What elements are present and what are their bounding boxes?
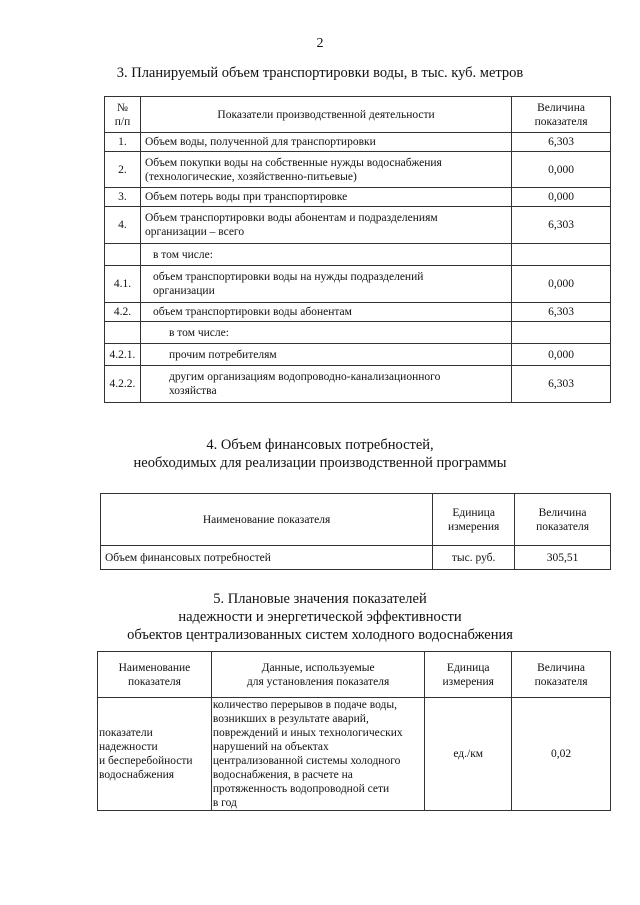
section-4-title bbox=[0, 436, 640, 472]
row-data-line: водоснабжения, в расчете на bbox=[212, 769, 353, 781]
row-name-line: в том числе: bbox=[152, 248, 213, 261]
row-name-line: объем транспортировки воды на нужды подразделений bbox=[152, 271, 424, 283]
row-name-line: (технологические, хозяйственно-питьевые) bbox=[144, 170, 357, 183]
table-row bbox=[98, 698, 611, 811]
table-header-row bbox=[101, 494, 611, 546]
row-value: 6,303 bbox=[512, 207, 611, 244]
row-data-line: повреждений и иных технологических bbox=[212, 727, 403, 739]
row-num: 4.1. bbox=[105, 266, 141, 303]
row-num: 4.2. bbox=[105, 303, 141, 322]
row-name-line: показатели bbox=[99, 727, 153, 739]
row-value: 6,303 bbox=[512, 303, 611, 322]
header-num-line: № bbox=[117, 101, 128, 114]
row-unit: ед./км bbox=[425, 698, 512, 811]
row-name-line: Объем транспортировки воды абонентам и подразделениям bbox=[144, 212, 438, 224]
row-num bbox=[105, 244, 141, 266]
row-value bbox=[512, 322, 611, 344]
row-num: 3. bbox=[105, 188, 141, 207]
header-value-line: Величина bbox=[537, 101, 585, 114]
row-name-line: Объем покупки воды на собственные нужды водоснабжения bbox=[144, 156, 442, 169]
row-name bbox=[140, 244, 511, 266]
table-row bbox=[101, 546, 611, 570]
header-value-line: показателя bbox=[534, 115, 588, 128]
header-value bbox=[512, 652, 611, 698]
row-name-line: другим организациям водопроводно-канализационного bbox=[168, 371, 441, 383]
row-data-line: количество перерывов в подаче воды, bbox=[212, 699, 398, 711]
row-data-line: возникших в результате аварий, bbox=[212, 713, 369, 725]
table-row bbox=[105, 152, 611, 188]
row-data-description bbox=[211, 698, 424, 811]
header-value-line: Величина bbox=[538, 506, 587, 519]
row-name bbox=[140, 266, 511, 303]
row-name-line: надежности bbox=[99, 741, 158, 753]
table-row bbox=[105, 188, 611, 207]
header-unit-line: измерения bbox=[447, 520, 500, 533]
row-num: 1. bbox=[105, 133, 141, 152]
header-value-line: Величина bbox=[537, 661, 586, 674]
row-name: Объем финансовых потребностей bbox=[101, 546, 433, 570]
row-name-line: организации – всего bbox=[144, 226, 245, 238]
header-name-line: Наименование bbox=[118, 661, 191, 674]
header-num bbox=[105, 97, 141, 133]
row-name bbox=[140, 152, 511, 188]
row-name bbox=[140, 322, 511, 344]
row-unit: тыс. руб. bbox=[433, 546, 515, 570]
header-unit-line: измерения bbox=[442, 675, 494, 688]
row-name bbox=[98, 698, 212, 811]
table-row bbox=[105, 366, 611, 403]
table-row bbox=[105, 344, 611, 366]
row-num: 4. bbox=[105, 207, 141, 244]
row-name bbox=[140, 344, 511, 366]
section-5-title bbox=[0, 590, 640, 644]
row-value: 0,000 bbox=[512, 266, 611, 303]
row-data-line: централизованной системы холодного bbox=[212, 755, 401, 767]
table-row-subheading bbox=[105, 244, 611, 266]
row-name bbox=[140, 366, 511, 403]
row-name-line: объем транспортировки воды абонентам bbox=[152, 306, 352, 318]
header-value-line: показателя bbox=[536, 520, 590, 533]
header-value-line: показателя bbox=[534, 675, 588, 688]
row-data-line: протяженность водопроводной сети bbox=[212, 783, 390, 795]
row-value: 0,000 bbox=[512, 344, 611, 366]
row-value: 305,51 bbox=[515, 546, 611, 570]
header-unit bbox=[433, 494, 515, 546]
financial-needs-table bbox=[100, 493, 611, 570]
row-data-line: нарушений на объектах bbox=[212, 741, 329, 753]
row-name-line: хозяйства bbox=[168, 385, 217, 397]
transport-volume-table bbox=[104, 96, 611, 403]
section-4-title-line: 4. Объем финансовых потребностей, bbox=[206, 437, 434, 453]
header-value bbox=[515, 494, 611, 546]
row-name-line: прочим потребителям bbox=[168, 348, 277, 361]
row-value: 0,000 bbox=[512, 152, 611, 188]
row-name-line: водоснабжения bbox=[99, 769, 175, 781]
header-indicator: Показатели производственной деятельности bbox=[140, 97, 511, 133]
row-name-line: и бесперебойности bbox=[99, 755, 193, 767]
table-row-subheading bbox=[105, 322, 611, 344]
row-num bbox=[105, 322, 141, 344]
row-name bbox=[140, 303, 511, 322]
row-name bbox=[140, 207, 511, 244]
row-num: 4.2.1. bbox=[105, 344, 141, 366]
header-indicator-name: Наименование показателя bbox=[101, 494, 433, 546]
header-indicator-name bbox=[98, 652, 212, 698]
row-name-line: в том числе: bbox=[168, 326, 229, 339]
table-row bbox=[105, 133, 611, 152]
row-name-line: организации bbox=[152, 285, 215, 297]
header-data-used bbox=[211, 652, 424, 698]
section-5-title-line: 5. Плановые значения показателей bbox=[213, 591, 427, 607]
row-value: 0,02 bbox=[512, 698, 611, 811]
reliability-indicators-table bbox=[97, 651, 611, 811]
row-num: 4.2.2. bbox=[105, 366, 141, 403]
header-unit-line: Единица bbox=[446, 661, 490, 674]
header-unit-line: Единица bbox=[452, 506, 495, 519]
header-num-line: п/п bbox=[114, 115, 131, 128]
header-value bbox=[512, 97, 611, 133]
row-value bbox=[512, 244, 611, 266]
row-value: 6,303 bbox=[512, 133, 611, 152]
section-5-title-line: надежности и энергетической эффективности bbox=[178, 609, 462, 625]
header-data-line: Данные, используемые bbox=[261, 661, 375, 674]
header-data-line: для установления показателя bbox=[246, 675, 390, 688]
row-name-line: Объем потерь воды при транспортировке bbox=[144, 191, 348, 203]
row-name bbox=[140, 188, 511, 207]
page-number: 2 bbox=[316, 36, 324, 51]
header-unit bbox=[425, 652, 512, 698]
row-value: 6,303 bbox=[512, 366, 611, 403]
row-data-line: в год bbox=[212, 797, 237, 809]
row-name-line: Объем воды, полученной для транспортировки bbox=[144, 136, 376, 148]
table-row bbox=[105, 207, 611, 244]
header-name-line: показателя bbox=[127, 675, 181, 688]
row-name bbox=[140, 133, 511, 152]
section-3-title: 3. Планируемый объем транспортировки воды, в тыс. куб. метров bbox=[116, 65, 524, 81]
row-num: 2. bbox=[105, 152, 141, 188]
row-value: 0,000 bbox=[512, 188, 611, 207]
table-row bbox=[105, 303, 611, 322]
section-4-title-line: необходимых для реализации производственной программы bbox=[133, 455, 507, 471]
section-5-title-line: объектов централизованных систем холодного водоснабжения bbox=[127, 627, 513, 643]
table-header-row bbox=[98, 652, 611, 698]
table-header-row bbox=[105, 97, 611, 133]
table-row bbox=[105, 266, 611, 303]
